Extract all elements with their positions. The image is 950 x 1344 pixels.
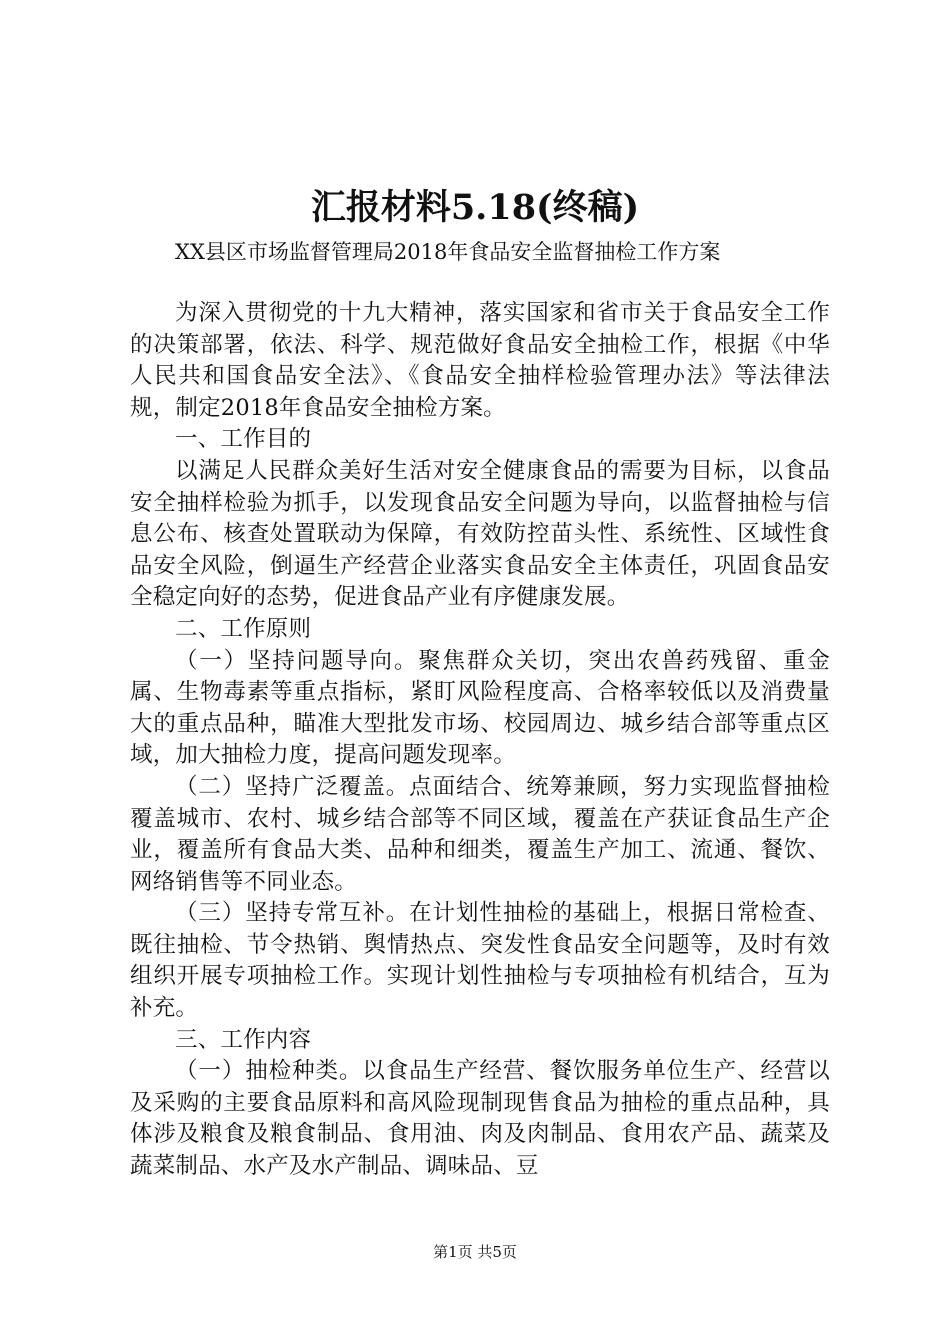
document-body [130,298,830,1183]
document-subtitle: XX县区市场监督管理局2018年食品安全监督抽检工作方案 [175,240,721,264]
paragraph-content-1: （一）抽检种类。以食品生产经营、餐饮服务单位生产、经营以及采购的主要食品原料和高风险现制现售食品为抽检的重点品种，具体涉及粮食及粮食制品、食用油、肉及肉制品、食用农产品、蔬菜及蔬菜制品、水产及水产制品、调味品、豆 [130,1058,830,1180]
section-heading-purpose: 一、工作目的 [175,426,312,453]
paragraph-principle-3: （三）坚持专常互补。在计划性抽检的基础上，根据日常检查、既往抽检、节令热销、舆情热点、突发性食品安全问题等，及时有效组织开展专项抽检工作。实现计划性抽检与专项抽检有机结合，互为补充。 [130,900,830,1022]
section-heading-content: 三、工作内容 [175,1026,312,1053]
paragraph-principle-2: （二）坚持广泛覆盖。点面结合、统筹兼顾，努力实现监督抽检覆盖城市、农村、城乡结合部等不同区域，覆盖在产获证食品生产企业，覆盖所有食品大类、品种和细类，覆盖生产加工、流通、餐饮、网络销售等不同业态。 [130,773,830,895]
document-title: 汇报材料5.18(终稿) [310,187,640,228]
paragraph-intro: 为深入贯彻党的十九大精神，落实国家和省市关于食品安全工作的决策部署，依法、科学、规范做好食品安全抽检工作，根据《中华人民共和国食品安全法》、《食品安全抽样检验管理办法》等法律法规，制定2018年食品安全抽检方案。 [130,300,830,421]
paragraph-purpose: 以满足人民群众美好生活对安全健康食品的需要为目标，以食品安全抽样检验为抓手，以发现食品安全问题为导向，以监督抽检与信息公布、核查处置联动为保障，有效防控苗头性、系统性、区域性食品安全风险，倒逼生产经营企业落实食品安全主体责任，巩固食品安全稳定向好的态势，促进食品产业有序健康发展。 [130,457,830,611]
section-heading-principles: 二、工作原则 [175,615,312,642]
paragraph-principle-1: （一）坚持问题导向。聚焦群众关切，突出农兽药残留、重金属、生物毒素等重点指标，紧盯风险程度高、合格率较低以及消费量大的重点品种，瞄准大型批发市场、校园周边、城乡结合部等重点区域，加大抽检力度，提高问题发现率。 [130,647,830,769]
page-number-footer: 第1页 共5页 [433,1243,517,1261]
